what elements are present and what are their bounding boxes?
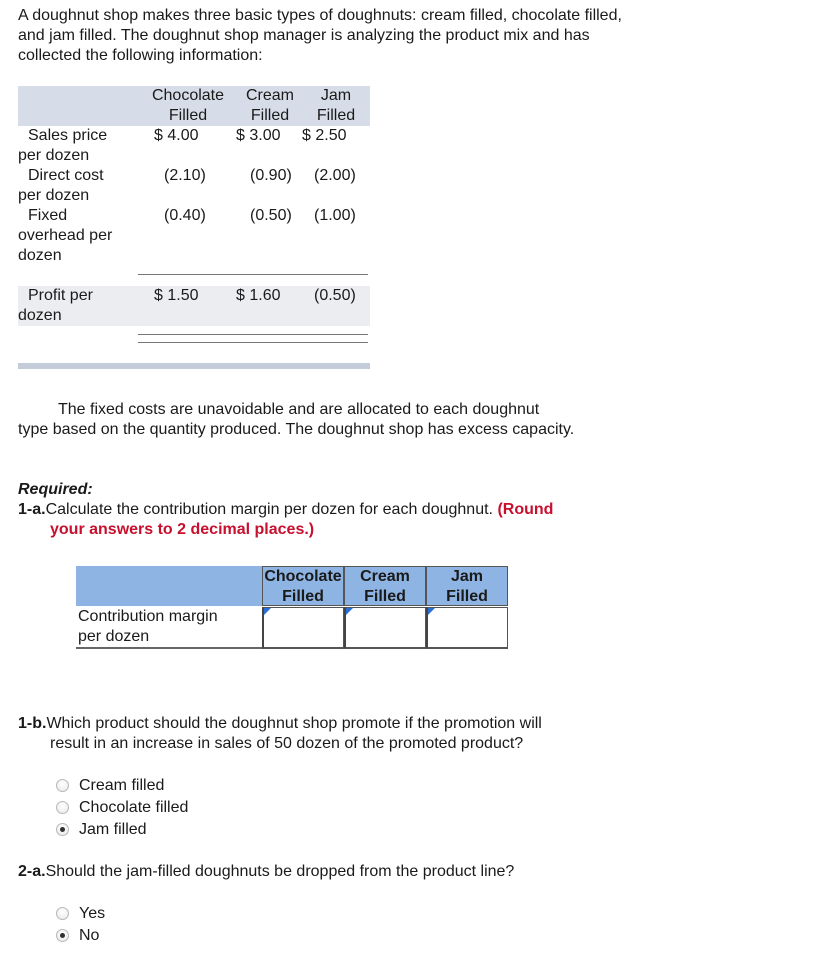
input-marker-icon xyxy=(264,608,271,615)
rounding-note: your answers to 2 decimal places.) xyxy=(50,521,315,538)
col-header-line: Jam xyxy=(450,568,484,585)
col-header-line: Filled xyxy=(250,107,290,124)
intro-paragraph: A doughnut shop makes three basic types of doughnuts: cream filled, chocolate filled, and jam filled. The doughnut shop manager is analyzing the product mix and has collected the following information: xyxy=(18,7,622,64)
question-number: 1-a. xyxy=(18,501,46,518)
col-header-line: Cream xyxy=(245,87,294,104)
row-label-line: Profit per xyxy=(28,287,93,304)
row-label-fixed-overhead xyxy=(18,206,136,266)
fixed-costs-paragraph xyxy=(18,400,618,440)
radio-label: Yes xyxy=(79,905,106,922)
col-header-line: Filled xyxy=(282,588,324,605)
question-2a xyxy=(18,862,638,882)
row-label-direct-cost xyxy=(18,166,136,206)
col-header-line: Cream xyxy=(360,568,410,585)
table-cell: (0.50) xyxy=(250,207,292,224)
table-footer-band xyxy=(18,363,370,369)
table-cell: (0.50) xyxy=(314,287,356,304)
col-header-line: Chocolate xyxy=(264,568,342,585)
subtotal-rule xyxy=(138,274,368,275)
row-label-line: overhead per xyxy=(18,227,113,244)
required-heading: Required: xyxy=(18,481,93,498)
answer-col-header-chocolate xyxy=(262,566,344,606)
col-header-line: Chocolate xyxy=(151,87,225,104)
paragraph-line: The fixed costs are unavoidable and are allocated to each doughnut xyxy=(58,401,540,418)
row-label-sales-price xyxy=(18,126,136,166)
question-text: Calculate the contribution margin per dozen for each doughnut. xyxy=(45,501,493,518)
row-label-line: dozen xyxy=(18,307,62,324)
question-number: 1-b. xyxy=(18,715,47,732)
radio-label: Chocolate filled xyxy=(79,799,189,816)
total-double-rule xyxy=(138,342,368,343)
radio-label: No xyxy=(79,927,100,944)
col-header-cream xyxy=(238,86,302,126)
table-cell: $ 1.60 xyxy=(236,287,281,304)
cm-input-chocolate[interactable] xyxy=(262,607,344,649)
table-cell: $ 2.50 xyxy=(302,127,347,144)
row-label-line: Direct cost xyxy=(28,167,104,184)
total-double-rule xyxy=(138,334,368,335)
col-header-jam xyxy=(310,86,362,126)
table-cell: $ 3.00 xyxy=(236,127,281,144)
table-cell: (1.00) xyxy=(314,207,356,224)
row-label-line: per dozen xyxy=(18,187,90,204)
cm-input-jam[interactable] xyxy=(426,607,508,649)
row-label-line: per dozen xyxy=(18,147,90,164)
contribution-margin-label xyxy=(76,607,262,649)
row-label-profit xyxy=(18,286,136,326)
table-cell: (2.10) xyxy=(164,167,206,184)
table-cell: $ 1.50 xyxy=(154,287,199,304)
question-1b xyxy=(18,714,638,754)
row-label-line: Fixed xyxy=(28,207,68,224)
question-1a xyxy=(18,500,638,540)
question-text: result in an increase in sales of 50 dozen of the promoted product? xyxy=(50,735,524,752)
table-cell: (0.40) xyxy=(164,207,206,224)
row-label-line: per dozen xyxy=(78,628,150,645)
radio-button[interactable] xyxy=(56,801,69,814)
question-text: Which product should the doughnut shop promote if the promotion will xyxy=(46,715,542,732)
radio-button[interactable] xyxy=(56,779,69,792)
row-label-line: Contribution margin xyxy=(78,608,218,625)
radio-button-selected[interactable] xyxy=(56,823,69,836)
answer-col-header-cream xyxy=(344,566,426,606)
radio-label: Jam filled xyxy=(79,821,147,838)
col-header-line: Filled xyxy=(316,107,356,124)
col-header-line: Jam xyxy=(320,87,352,104)
table-cell: $ 4.00 xyxy=(154,127,199,144)
paragraph-line: type based on the quantity produced. The doughnut shop has excess capacity. xyxy=(18,421,575,438)
input-marker-icon xyxy=(346,608,353,615)
radio-label: Cream filled xyxy=(79,777,165,794)
question-text: Should the jam-filled doughnuts be dropped from the product line? xyxy=(45,863,515,880)
table-cell: (2.00) xyxy=(314,167,356,184)
rounding-note: (Round xyxy=(497,501,554,518)
question-number: 2-a. xyxy=(18,863,46,880)
input-marker-icon xyxy=(428,608,435,615)
col-header-chocolate xyxy=(146,86,230,126)
col-header-line: Filled xyxy=(446,588,488,605)
row-label-line: dozen xyxy=(18,247,62,264)
col-header-line: Filled xyxy=(364,588,406,605)
radio-button-selected[interactable] xyxy=(56,929,69,942)
answer-col-header-jam xyxy=(426,566,508,606)
row-label-line: Sales price xyxy=(28,127,108,144)
cm-input-cream[interactable] xyxy=(344,607,426,649)
table-cell: (0.90) xyxy=(250,167,292,184)
radio-button[interactable] xyxy=(56,907,69,920)
col-header-line: Filled xyxy=(168,107,208,124)
